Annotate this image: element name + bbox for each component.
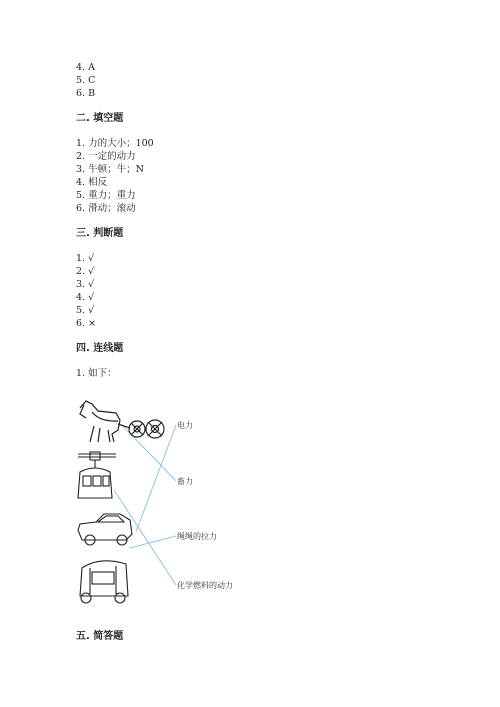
section-heading-true-false: 三. 判断题 (76, 228, 124, 239)
matching-intro: 1. 如下： (76, 368, 117, 379)
answer-line: 6. B (76, 88, 96, 99)
section-heading-short-answer: 五. 简答题 (76, 631, 124, 642)
section-heading-matching: 四. 连线题 (76, 343, 124, 354)
answer-line: 3. √ (76, 279, 95, 290)
answer-line: 5. C (76, 75, 96, 86)
answer-line: 6. 滑动；滚动 (76, 203, 136, 214)
matching-lines (114, 425, 176, 585)
label-electric-power: 电力 (177, 421, 193, 430)
tuk-tuk-icon (80, 561, 128, 603)
answer-line: 6. × (76, 318, 97, 329)
label-animal-power: 畜力 (177, 477, 193, 486)
label-chemical-fuel: 化学燃料的动力 (177, 581, 233, 590)
answer-line: 4. √ (76, 292, 95, 303)
answer-line: 1. √ (76, 253, 95, 264)
label-rope-pull: 绳绳的拉力 (177, 532, 217, 541)
match-line-car (136, 425, 176, 532)
section-heading-fill-blank: 二. 填空题 (76, 113, 124, 124)
answer-line: 4. A (76, 62, 95, 73)
cable-car-icon (78, 452, 116, 498)
answer-line: 1. 力的大小；100 (76, 138, 154, 149)
match-line-tuk-tuk (130, 536, 176, 548)
car-icon (78, 514, 132, 545)
answer-line: 2. 一定的动力 (76, 151, 136, 162)
answer-line: 2. √ (76, 266, 95, 277)
answer-line: 4. 相反 (76, 177, 108, 188)
match-line-cable-car (114, 490, 176, 585)
horse-cart-icon (80, 401, 164, 442)
answer-line: 5. 重力；重力 (76, 190, 136, 201)
answer-line: 5. √ (76, 305, 95, 316)
answer-line: 3. 牛顿；牛；N (76, 164, 144, 175)
